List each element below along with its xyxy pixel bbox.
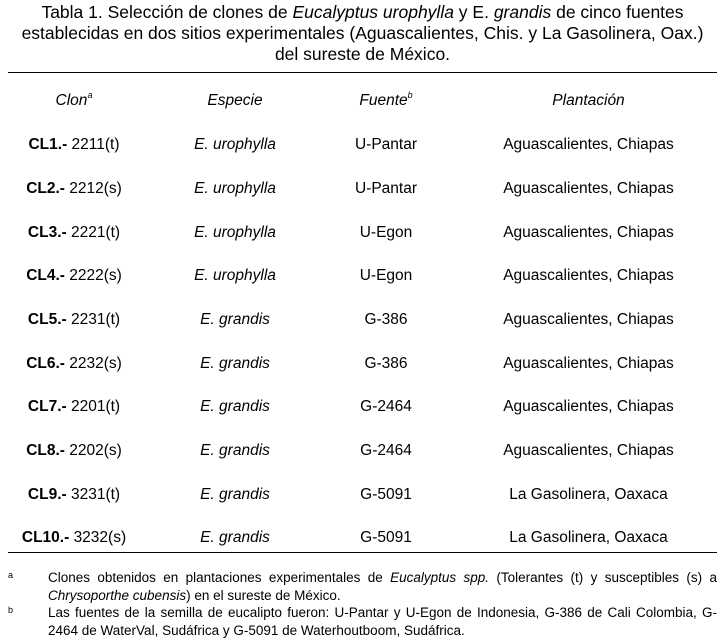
clone-id: 2231(t): [70, 311, 121, 328]
species-cell: E. urophylla: [194, 180, 276, 197]
species-cell: E. grandis: [200, 398, 270, 415]
species-cell: E. urophylla: [194, 224, 276, 241]
footnote-ref-b: b: [407, 90, 413, 100]
header-fuente: [312, 89, 460, 113]
plantation-cell: La Gasolinera, Oaxaca: [509, 529, 668, 546]
header-clon-label: Clon: [55, 92, 88, 109]
species-cell: E. grandis: [200, 486, 270, 503]
clone-code: CL7.-: [27, 398, 67, 415]
source-cell: G-2464: [360, 398, 412, 415]
footnote-text: ) en el sureste de México.: [186, 587, 341, 603]
source-cell: G-5091: [360, 529, 412, 546]
source-cell: U-Pantar: [354, 180, 418, 197]
plantation-cell: Aguascalientes, Chiapas: [503, 180, 674, 197]
plantation-cell: La Gasolinera, Oaxaca: [509, 486, 668, 503]
clone-id: 2222(s): [69, 267, 122, 284]
plantation-cell: Aguascalientes, Chiapas: [503, 398, 674, 415]
clone-code: CL9.-: [27, 486, 67, 503]
footnote-italic: Chrysoporthe cubensis: [48, 587, 187, 603]
footnote-ref-a: a: [87, 90, 93, 100]
table-row: [8, 264, 717, 288]
clone-cell: [8, 439, 140, 463]
plantation-cell: Aguascalientes, Chiapas: [503, 311, 674, 328]
header-plantacion: Plantación: [552, 92, 625, 109]
table-bottom-rule: [8, 552, 717, 553]
clone-cell: [8, 221, 140, 245]
clone-id: 2201(t): [70, 398, 121, 415]
clone-cell: [8, 526, 140, 550]
table-header-row: [8, 89, 717, 113]
plantation-cell: Aguascalientes, Chiapas: [503, 267, 674, 284]
table-row: [8, 352, 717, 376]
species-cell: E. urophylla: [194, 136, 276, 153]
table-top-rule: [8, 72, 717, 73]
clone-id: 2202(s): [69, 442, 122, 459]
clone-cell: [8, 264, 140, 288]
header-fuente-label: Fuente: [359, 92, 408, 109]
source-cell: U-Egon: [359, 224, 413, 241]
clone-id: 2221(t): [70, 224, 121, 241]
footnote-b: [8, 604, 717, 639]
clone-code: CL5.-: [27, 311, 67, 328]
clone-cell: [8, 352, 140, 376]
caption-text: de cinco fuentes: [551, 2, 684, 22]
source-cell: G-386: [364, 311, 408, 328]
footnote-text: Las fuentes de la semilla de eucalipto fueron: U-Pantar y U-Egon de Indonesia, G-386 de Cali Colombia, G-2464 de WaterVal, Sudáfrica y G-5091 de Waterhoutboom, Sudáfrica.: [48, 605, 717, 638]
table-row: [8, 395, 717, 419]
caption-species-italic: Eucalyptus urophylla: [292, 2, 454, 22]
table-row: [8, 221, 717, 245]
caption-line-3: del sureste de México.: [274, 44, 451, 64]
clone-id: 2212(s): [69, 180, 122, 197]
species-cell: E. urophylla: [194, 267, 276, 284]
clone-cell: [8, 308, 140, 332]
footnote-a: [8, 569, 717, 604]
caption-text: y E.: [453, 2, 494, 22]
clone-code: CL10.-: [21, 529, 70, 546]
footnote-text: Clones obtenidos en plantaciones experimentales de: [48, 570, 391, 585]
table-row: [8, 439, 717, 463]
caption-species-italic: grandis: [493, 2, 552, 22]
table-row: [8, 483, 717, 507]
clone-id: 3232(s): [73, 529, 127, 546]
table-row: [8, 133, 717, 157]
clone-code: CL1.-: [28, 136, 68, 153]
clone-code: CL4.-: [26, 267, 65, 284]
header-clon: [8, 89, 140, 113]
clone-cell: [8, 483, 140, 507]
clone-id: 2211(t): [71, 136, 120, 153]
plantation-cell: Aguascalientes, Chiapas: [503, 224, 674, 241]
clone-cell: [8, 177, 140, 201]
clone-id: 2232(s): [69, 355, 122, 372]
species-cell: E. grandis: [200, 311, 270, 328]
table-row: [8, 308, 717, 332]
source-cell: G-5091: [360, 486, 412, 503]
table-caption: [0, 2, 725, 65]
clone-cell: [8, 133, 140, 157]
clone-cell: [8, 395, 140, 419]
clone-code: CL6.-: [26, 355, 65, 372]
plantation-cell: Aguascalientes, Chiapas: [503, 442, 674, 459]
caption-text: Tabla 1. Selección de clones de: [41, 2, 293, 22]
species-cell: E. grandis: [200, 355, 270, 372]
footnote-b-mark: b: [8, 605, 14, 615]
clone-code: CL3.-: [27, 224, 67, 241]
footnote-a-mark: a: [8, 570, 14, 580]
source-cell: U-Pantar: [354, 136, 418, 153]
table-row: [8, 177, 717, 201]
species-cell: E. grandis: [200, 529, 270, 546]
species-cell: E. grandis: [200, 442, 270, 459]
plantation-cell: Aguascalientes, Chiapas: [503, 136, 674, 153]
table-footnotes: [8, 569, 717, 639]
header-especie: Especie: [207, 92, 263, 109]
source-cell: G-2464: [360, 442, 412, 459]
footnote-text: (Tolerantes (t) y susceptibles (s) a: [489, 570, 717, 585]
clone-code: CL2.-: [26, 180, 65, 197]
source-cell: U-Egon: [359, 267, 413, 284]
clone-code: CL8.-: [26, 442, 65, 459]
caption-line-2: establecidas en dos sitios experimentales (Aguascalientes, Chis. y La Gasolinera, Oax.): [21, 23, 704, 43]
plantation-cell: Aguascalientes, Chiapas: [503, 355, 674, 372]
footnote-italic: Eucalyptus spp.: [390, 570, 490, 585]
caption-line-1: [0, 2, 725, 23]
clone-id: 3231(t): [70, 486, 121, 503]
source-cell: G-386: [364, 355, 408, 372]
table-row: [8, 526, 717, 550]
